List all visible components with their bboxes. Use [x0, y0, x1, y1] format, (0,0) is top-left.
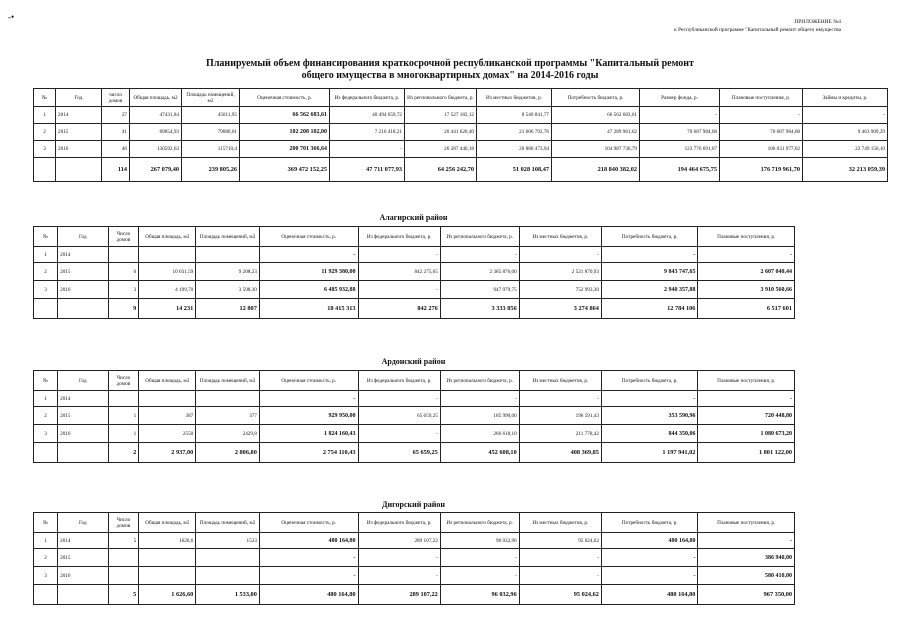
cell: -	[519, 567, 601, 585]
cell: 218 840 382,02	[552, 158, 640, 182]
cell: -	[698, 533, 795, 549]
cell: 2 607 040,44	[698, 263, 795, 281]
cell: 580 410,00	[698, 567, 795, 585]
cell: 967 350,00	[698, 585, 795, 605]
cell: 89054,93	[130, 124, 182, 141]
col-header: Размер фонда, р.	[640, 89, 720, 107]
cell: -	[519, 247, 601, 263]
cell: 211 778,42	[519, 425, 601, 443]
cell	[139, 549, 196, 567]
annex-line-1: ПРИЛОЖЕНИЕ №4	[794, 19, 841, 25]
table-row	[34, 391, 795, 407]
cell: 289 107,22	[358, 585, 440, 605]
cell: 1	[34, 533, 58, 549]
cell: 12 807	[196, 299, 260, 319]
cell: 8 540 841,77	[477, 107, 552, 124]
cell: 2016	[58, 567, 108, 585]
cell: 752 993,30	[519, 281, 601, 299]
header-row	[34, 89, 888, 107]
col-header: Из местных бюджетов, р.	[519, 227, 601, 247]
col-header: №	[34, 371, 58, 391]
col-header: Год	[58, 513, 108, 533]
cell: 2 521 870,93	[519, 263, 601, 281]
col-header: Из местных бюджетов, р.	[477, 89, 552, 107]
col-header: №	[34, 513, 58, 533]
cell: 3	[108, 281, 139, 299]
cell: 1	[108, 407, 139, 425]
col-header: Из местных бюджетов, р.	[519, 513, 601, 533]
cell: -	[358, 247, 440, 263]
cell: 2014	[58, 391, 108, 407]
cell: 4 199,70	[139, 281, 196, 299]
cell: -	[601, 391, 697, 407]
cell: 9 208,23	[196, 263, 260, 281]
cell: 1 533,00	[196, 585, 260, 605]
cell: 3 274 864	[519, 299, 601, 319]
col-header: Из местных бюджетов, р.	[519, 371, 601, 391]
header-row	[34, 371, 795, 391]
col-header: Оценочная стоимость, р.	[259, 513, 358, 533]
cell: 115710,4	[182, 141, 240, 158]
col-header: Площадь помещений, м2	[196, 513, 260, 533]
col-header: №	[34, 227, 58, 247]
col-header: Число домов	[108, 227, 139, 247]
cell: 1 801 122,00	[698, 443, 795, 463]
cell: 2429,8	[196, 425, 260, 443]
cell: 2	[34, 263, 58, 281]
cell: -	[440, 391, 519, 407]
cell: 2550	[139, 425, 196, 443]
cell: 1 197 941,02	[601, 443, 697, 463]
cell: 95 024,62	[519, 585, 601, 605]
cell: 46	[102, 141, 130, 158]
cell: -	[330, 141, 405, 158]
cell: -	[259, 247, 358, 263]
cell	[139, 391, 196, 407]
cell: 130592,63	[130, 141, 182, 158]
cell: 2015	[58, 549, 108, 567]
cell	[139, 567, 196, 585]
cell: -	[358, 549, 440, 567]
cell: 2 940 357,88	[601, 281, 697, 299]
col-header: Из федерального бюджета, р.	[358, 513, 440, 533]
cell: 386 940,00	[698, 549, 795, 567]
col-header: Из регионального бюджета, р.	[440, 513, 519, 533]
cell: 51 028 108,47	[477, 158, 552, 182]
cell: 6 485 932,88	[259, 281, 358, 299]
cell: 842 276	[358, 299, 440, 319]
col-header: Плановые поступления, р.	[698, 371, 795, 391]
district-table-container	[33, 370, 795, 463]
col-header: Год	[58, 371, 108, 391]
cell: 5	[108, 585, 139, 605]
col-header: Из федерального бюджета, р.	[358, 371, 440, 391]
cell: -	[358, 567, 440, 585]
cell: 1 080 673,20	[698, 425, 795, 443]
cell: 47431,84	[130, 107, 182, 124]
cell: -	[601, 567, 697, 585]
cell	[34, 585, 58, 605]
col-header: Потребность бюджета, р.	[601, 227, 697, 247]
cell: 480 164,80	[259, 585, 358, 605]
table-row	[34, 281, 795, 299]
cell: 289 107,22	[358, 533, 440, 549]
total-row	[34, 299, 795, 319]
total-row	[34, 158, 888, 182]
col-header: Общая площадь, м2	[139, 227, 196, 247]
cell: 2015	[56, 124, 102, 141]
cell: -	[803, 107, 888, 124]
col-header: Площадь помещений, м2	[196, 227, 260, 247]
col-header: Оценочная стоимость, р.	[259, 227, 358, 247]
cell: -	[519, 549, 601, 567]
col-header: Потребность бюджета, р.	[601, 513, 697, 533]
cell: 1	[108, 425, 139, 443]
cell: 2014	[56, 107, 102, 124]
table-row	[34, 407, 795, 425]
cell: 1533	[196, 533, 260, 549]
cell: 96 032,96	[440, 533, 519, 549]
cell: 22 749 150,10	[803, 141, 888, 158]
cell: 1626,6	[139, 533, 196, 549]
cell: 266 618,10	[440, 425, 519, 443]
cell	[108, 567, 139, 585]
cell: 3	[34, 425, 58, 443]
col-header: Площадь помещений, м2	[196, 371, 260, 391]
cell: -	[358, 425, 440, 443]
cell	[34, 158, 56, 182]
cell	[58, 443, 108, 463]
cell: 267 079,40	[130, 158, 182, 182]
cell: 2016	[58, 425, 108, 443]
title-line-1: Планируемый объем финансирования краткосрочной республиканской программы "Капитальный ремонт	[206, 58, 694, 69]
cell	[34, 299, 58, 319]
table-row	[34, 567, 795, 585]
district-table	[33, 226, 795, 319]
cell: 2014	[58, 247, 108, 263]
header-row	[34, 513, 795, 533]
col-header: Общая площадь, м2	[139, 371, 196, 391]
col-header: №	[34, 89, 56, 107]
cell: 1	[34, 247, 58, 263]
cell: 79080,01	[182, 124, 240, 141]
cell: 196 591,43	[519, 407, 601, 425]
cell: 2016	[56, 141, 102, 158]
cell: 9	[108, 299, 139, 319]
cell	[108, 549, 139, 567]
cell: -	[720, 107, 803, 124]
district-title: Алагирский район	[379, 213, 448, 222]
cell: -	[259, 391, 358, 407]
cell: 3	[34, 567, 58, 585]
col-header: Оценочная стоимость, р.	[240, 89, 330, 107]
cell: 1 626,60	[139, 585, 196, 605]
cell: 2 806,80	[196, 443, 260, 463]
cell: 6	[108, 263, 139, 281]
cell: 47 711 077,93	[330, 158, 405, 182]
cell: 408 369,85	[519, 443, 601, 463]
cell	[108, 391, 139, 407]
annex-line-2: к Республиканской программе "Капитальный ремонт общего имущества	[674, 27, 841, 33]
total-row	[34, 585, 795, 605]
table-row	[34, 247, 795, 263]
cell: 2	[108, 443, 139, 463]
cell: 17 527 182,12	[405, 107, 477, 124]
cell: -	[358, 391, 440, 407]
cell: 3 598,30	[196, 281, 260, 299]
table-row	[34, 263, 795, 281]
col-header: Потребность бюджета, р.	[552, 89, 640, 107]
cell: 123 776 691,07	[640, 141, 720, 158]
cell: 40 494 659,72	[330, 107, 405, 124]
cell: 20 880 473,94	[477, 141, 552, 158]
cell: 104 987 736,79	[552, 141, 640, 158]
cell: 12 784 106	[601, 299, 697, 319]
cell: 369 472 152,25	[240, 158, 330, 182]
summary-table	[33, 88, 888, 182]
cell: 387	[139, 407, 196, 425]
cell	[56, 158, 102, 182]
col-header: Плановые поступления, р.	[720, 89, 803, 107]
col-header: Плановые поступления, р.	[698, 513, 795, 533]
col-header: Число домов	[108, 371, 139, 391]
cell: 2	[34, 407, 58, 425]
cell: 2015	[58, 407, 108, 425]
cell: 844 350,06	[601, 425, 697, 443]
col-header: Общая площадь, м2	[130, 89, 182, 107]
cell: -	[440, 247, 519, 263]
cell: 66 562 683,61	[552, 107, 640, 124]
cell: 65 659,25	[358, 407, 440, 425]
cell: 2 385 876,00	[440, 263, 519, 281]
cell: 5	[108, 533, 139, 549]
cell: 2016	[58, 281, 108, 299]
cell: -	[519, 391, 601, 407]
cell: 95 024,62	[519, 533, 601, 549]
cell: 18 415 313	[259, 299, 358, 319]
col-header: Займы и кредиты, р.	[803, 89, 888, 107]
cell: 47 289 961,62	[552, 124, 640, 141]
cell: 65 659,25	[358, 443, 440, 463]
cell	[196, 391, 260, 407]
cell	[58, 299, 108, 319]
district-title: Дигорский район	[381, 500, 446, 509]
col-header: Из федерального бюджета, р.	[330, 89, 405, 107]
cell: 70 687 984,68	[640, 124, 720, 141]
cell: -	[259, 567, 358, 585]
col-header: Из регионального бюджета, р.	[405, 89, 477, 107]
cell: 32 213 059,39	[803, 158, 888, 182]
cell: 200 701 366,64	[240, 141, 330, 158]
cell: 3	[34, 281, 58, 299]
annex-note	[674, 18, 841, 34]
cell: 480 164,80	[601, 533, 697, 549]
cell: 929 950,00	[259, 407, 358, 425]
col-header: Потребность бюджета, р.	[601, 371, 697, 391]
col-header: Из федерального бюджета, р.	[358, 227, 440, 247]
district-table-container	[33, 226, 795, 319]
cell: 185 990,00	[440, 407, 519, 425]
cell: 3	[34, 141, 56, 158]
cell	[108, 247, 139, 263]
cell: 10 031,59	[139, 263, 196, 281]
cell: 2 937,00	[139, 443, 196, 463]
cell: 3 910 560,66	[698, 281, 795, 299]
district-title: Ардонский район	[381, 357, 446, 366]
cell: 11 929 380,00	[259, 263, 358, 281]
cell: 41	[102, 124, 130, 141]
cell: 6 517 601	[698, 299, 795, 319]
cell: -	[698, 247, 795, 263]
col-header: число домов	[102, 89, 130, 107]
header-row	[34, 227, 795, 247]
col-header: Плановые поступления, р.	[698, 227, 795, 247]
col-header: Число домов	[108, 513, 139, 533]
col-header: Из регионального бюджета, р.	[440, 371, 519, 391]
cell: 377	[196, 407, 260, 425]
cell	[34, 443, 58, 463]
cell: 26 287 440,18	[405, 141, 477, 158]
col-header: Площадь помещений, м2	[182, 89, 240, 107]
cell: 45011,95	[182, 107, 240, 124]
cell: 70 687 984,68	[720, 124, 803, 141]
cell: 3 333 856	[440, 299, 519, 319]
cell	[196, 549, 260, 567]
cell: 2014	[58, 533, 108, 549]
cell: 353 590,96	[601, 407, 697, 425]
cell: 27	[102, 107, 130, 124]
cell: 176 719 961,70	[720, 158, 803, 182]
cell: 194 464 675,75	[640, 158, 720, 182]
cell: 106 031 977,02	[720, 141, 803, 158]
cell: -	[601, 247, 697, 263]
cell: 102 208 102,00	[240, 124, 330, 141]
cell: 2015	[58, 263, 108, 281]
cell: 14 231	[139, 299, 196, 319]
cell: -	[698, 391, 795, 407]
cell	[196, 247, 260, 263]
cell: 2	[34, 124, 56, 141]
cell: 842 275,65	[358, 263, 440, 281]
cell: -	[640, 107, 720, 124]
cell: 96 032,96	[440, 585, 519, 605]
table-row	[34, 107, 888, 124]
cell: 1	[34, 107, 56, 124]
cell	[58, 585, 108, 605]
district-table	[33, 370, 795, 463]
cell: 720 448,80	[698, 407, 795, 425]
table-row	[34, 124, 888, 141]
table-row	[34, 425, 795, 443]
cell: 21 606 792,76	[477, 124, 552, 141]
col-header: Год	[56, 89, 102, 107]
cell: 452 608,10	[440, 443, 519, 463]
col-header: Год	[58, 227, 108, 247]
cell: 2 754 110,43	[259, 443, 358, 463]
cell: 947 979,75	[440, 281, 519, 299]
district-table-container	[33, 512, 795, 605]
cell: 114	[102, 158, 130, 182]
cell: 480 164,80	[601, 585, 697, 605]
cell: -	[440, 567, 519, 585]
cell: 20 441 620,40	[405, 124, 477, 141]
cell: 9 463 909,29	[803, 124, 888, 141]
cell: 1 824 160,43	[259, 425, 358, 443]
cell: 1	[34, 391, 58, 407]
table-row	[34, 141, 888, 158]
title-line-2: общего имущества в многоквартирных домах" на 2014-2016 годы	[301, 70, 599, 81]
col-header: Из регионального бюджета, р.	[440, 227, 519, 247]
cell: 2	[34, 549, 58, 567]
cell: -	[259, 549, 358, 567]
cell	[139, 247, 196, 263]
cell: -	[601, 549, 697, 567]
cell: 7 216 418,21	[330, 124, 405, 141]
table-row	[34, 549, 795, 567]
cell	[196, 567, 260, 585]
scan-mark: -•	[8, 12, 15, 22]
cell: 9 843 747,65	[601, 263, 697, 281]
cell: 66 562 683,61	[240, 107, 330, 124]
cell: 480 164,80	[259, 533, 358, 549]
col-header: Оценочная стоимость, р.	[259, 371, 358, 391]
district-table	[33, 512, 795, 605]
col-header: Общая площадь, м2	[139, 513, 196, 533]
cell: 64 256 242,70	[405, 158, 477, 182]
cell: 239 805,26	[182, 158, 240, 182]
cell: -	[440, 549, 519, 567]
table-row	[34, 533, 795, 549]
cell: -	[358, 281, 440, 299]
total-row	[34, 443, 795, 463]
document-title	[150, 58, 750, 82]
